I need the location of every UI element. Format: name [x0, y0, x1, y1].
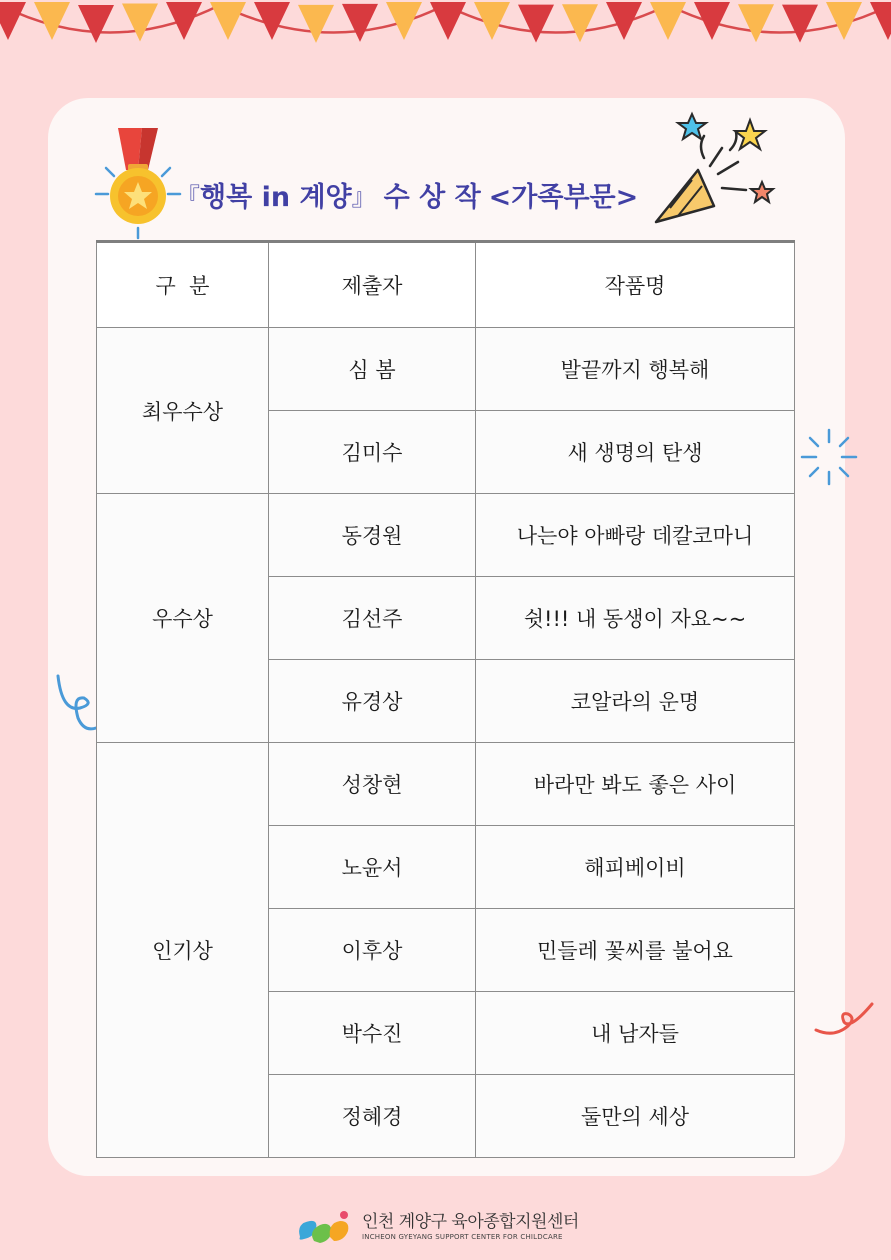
awards-table — [96, 240, 795, 1158]
submitter-name: 동경원 — [269, 494, 476, 577]
work-title: 바라만 봐도 좋은 사이 — [476, 743, 795, 826]
bunting-flag — [738, 4, 774, 42]
bunting-flags — [0, 0, 891, 90]
submitter-name: 박수진 — [269, 992, 476, 1075]
header-submitter: 제출자 — [269, 242, 476, 328]
submitter-name: 정혜경 — [269, 1075, 476, 1158]
header-work-title: 작품명 — [476, 242, 795, 328]
bunting-flag — [474, 2, 510, 40]
work-title: 둘만의 세상 — [476, 1075, 795, 1158]
bunting-flag — [782, 5, 818, 43]
title-open-bracket: 『 — [176, 182, 200, 211]
bunting-flag — [694, 2, 730, 40]
center-logo-icon — [294, 1207, 354, 1247]
award-category: 우수상 — [97, 494, 269, 743]
title-category: <가족부문> — [488, 181, 639, 213]
squiggle-icon — [54, 672, 100, 734]
bunting-flag — [298, 5, 334, 43]
submitter-name: 김선주 — [269, 577, 476, 660]
squiggle-icon — [812, 996, 876, 1040]
work-title: 나는야 아빠랑 데칼코마니 — [476, 494, 795, 577]
submitter-name: 이후상 — [269, 909, 476, 992]
page-title — [176, 172, 638, 216]
org-name-english: INCHEON GYEYANG SUPPORT CENTER FOR CHILDCARE — [362, 1233, 563, 1241]
title-suffix: 수 상 작 — [383, 181, 481, 213]
bunting-flag — [562, 4, 598, 42]
work-title: 민들레 꽃씨를 불어요 — [476, 909, 795, 992]
title-close-bracket: 』 — [351, 182, 376, 211]
award-category: 최우수상 — [97, 328, 269, 494]
bunting-flag — [122, 3, 158, 41]
table-header-row — [97, 242, 795, 328]
work-title: 코알라의 운명 — [476, 660, 795, 743]
bunting-flag — [0, 2, 26, 40]
submitter-name: 노윤서 — [269, 826, 476, 909]
work-title: 쉿!!! 내 동생이 자요~~ — [476, 577, 795, 660]
submitter-name: 심 봄 — [269, 328, 476, 411]
header-category: 구 분 — [97, 242, 269, 328]
bunting-flag — [210, 2, 246, 40]
work-title: 내 남자들 — [476, 992, 795, 1075]
table-row — [97, 328, 795, 411]
bunting-flag — [386, 2, 422, 40]
bunting-flag — [342, 4, 378, 42]
submitter-name: 김미수 — [269, 411, 476, 494]
submitter-name: 성창현 — [269, 743, 476, 826]
title-main: 행복 in 계양 — [200, 181, 352, 213]
work-title: 해피베이비 — [476, 826, 795, 909]
footer — [294, 1207, 579, 1247]
bunting-flag — [78, 5, 114, 43]
submitter-name: 유경상 — [269, 660, 476, 743]
table-row — [97, 494, 795, 577]
party-popper-icon — [654, 106, 778, 228]
sparkle-icon — [798, 428, 860, 486]
medal-icon — [92, 124, 184, 242]
work-title: 새 생명의 탄생 — [476, 411, 795, 494]
bunting-flag — [518, 5, 554, 43]
award-category: 인기상 — [97, 743, 269, 1158]
bunting-flag — [650, 2, 686, 40]
bunting-flag — [606, 2, 642, 40]
work-title: 발끝까지 행복해 — [476, 328, 795, 411]
org-name-korean: 인천 계양구 육아종합지원센터 — [362, 1212, 579, 1232]
bunting-flag — [826, 2, 862, 40]
bunting-flag — [166, 2, 202, 40]
bunting-flag — [430, 2, 466, 40]
bunting-flag — [870, 2, 891, 40]
table-row — [97, 743, 795, 826]
